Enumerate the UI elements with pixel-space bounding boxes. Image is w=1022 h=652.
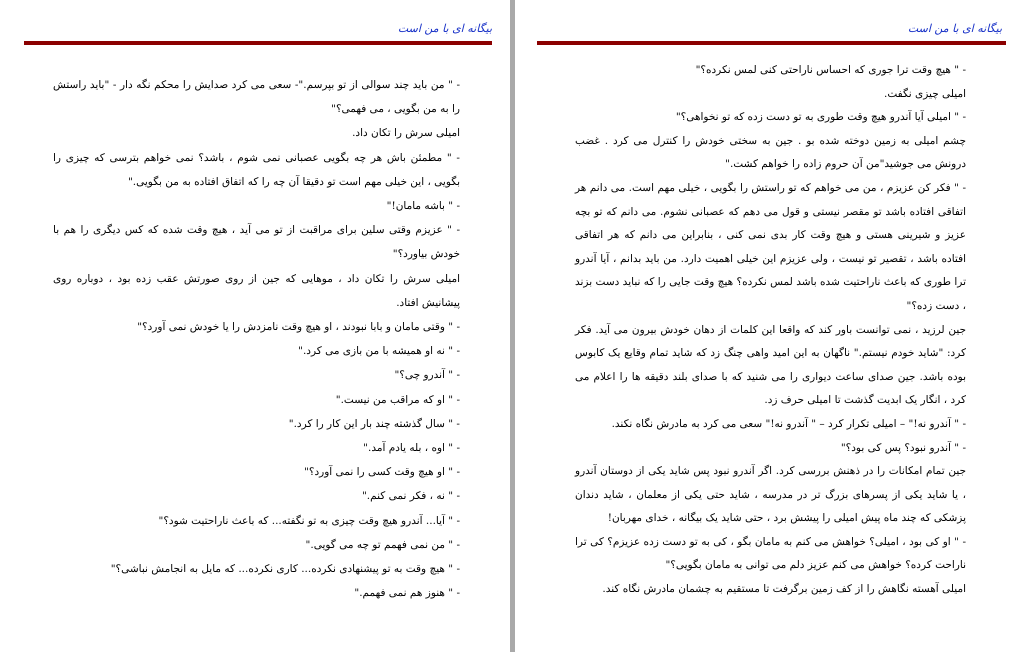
paragraph: - " آندرو نبود؟ پس کی بود؟" [840, 441, 966, 454]
paragraph: - " هنوز هم نمی فهمم." [354, 587, 460, 600]
left-page [0, 0, 510, 652]
paragraph: - " آندرو چی؟" [394, 369, 460, 382]
paragraph: - " او کی بود ، امیلی؟ خواهش می کنم به مامان بگو ، کی به تو دست زده عزیزم؟ کی ترا ناراحت کرده؟ خواهش می کنم عزیز دلم می توانی به مامان بگویی؟" [575, 535, 966, 572]
header-rule [537, 41, 1006, 45]
paragraph: امیلی سرش را تکان داد. [352, 127, 460, 140]
header-rule [24, 41, 492, 45]
paragraph: - " نه او همیشه با من بازی می کرد." [298, 345, 460, 358]
paragraph: چشم امیلی به زمین دوخته شده بو . جین به سختی خودش را کنترل می کرد . غضب درونش می جوشید"من آن حروم زاده را خواهم کشت." [575, 134, 966, 171]
paragraph: - " آیا... آندرو هیچ وقت چیزی به تو نگفته... که باعث ناراحتیت شود؟" [158, 514, 460, 527]
paragraph: - " اوه ، بله یادم آمد." [363, 442, 460, 455]
paragraph: امیلی سرش را تکان داد ، موهایی که جین از روی صورتش عقب زده بود ، دوباره روی پیشانیش افتاد. [53, 272, 460, 309]
paragraph: - " او که مراقب من نیست." [335, 393, 460, 406]
paragraph: - " سال گذشته چند بار این کار را کرد." [288, 417, 460, 430]
paragraph: - " هیچ وقت ترا جوری که احساس ناراحتی کنی لمس نکرده؟" [695, 64, 966, 76]
paragraph: - " نه ، فکر نمی کنم." [361, 490, 460, 503]
paragraph: جین لرزید ، نمی توانست باور کند که واقعا این کلمات از دهان خودش بیرون می آید. فکر کرد: "شاید خودم نیستم." ناگهان به این امید واهی چنگ زد که شاید تمام وقایع یک کابوس بوده باشد. جین صدای ساعت دیواری را می شنید که با صدای بلند دقیقه ها را اعلام می کرد ، انگار یک ابدیت گذشت تا امیلی حرف زد. [575, 323, 966, 407]
paragraph: - " مطمئن باش هر چه بگویی عصبانی نمی شوم ، باشد؟ نمی خواهم بترسی که چیزی را بگویی ، این خیلی مهم است تو دقیقا آن چه را که اتفاق افتاده به من بگویی." [53, 151, 460, 188]
paragraph: - " عزیزم وقتی سلین برای مراقبت از تو می آید ، هیچ وقت شده که کس دیگری را هم با خودش بیاورد؟" [53, 224, 460, 261]
paragraph: امیلی آهسته نگاهش را از کف زمین برگرفت تا مستقیم به چشمان مادرش نگاه کند. [602, 583, 966, 596]
paragraph: - " وقتی مامان و بابا نبودند ، او هیچ وقت نامزدش را یا خودش نمی آورد؟" [137, 321, 460, 334]
paragraph: - " من باید چند سوالی از تو بپرسم."- سعی می کرد صدایش را محکم نگه دار - "باید راستش را به من بگویی ، می فهمی؟" [53, 79, 460, 116]
page-body [575, 59, 966, 602]
paragraph: - " فکر کن عزیزم ، من می خواهم که تو راستش را بگویی ، خیلی مهم است. می دانم هر اتفاقی افتاده باشد تو مقصر نیستی و قول می دهم که عصبانی نشوم. می دانم که تو بچه عزیز و شیرینی هستی و هیچ وقت کار بدی نمی کنی ، بنابراین می دانم که هر اتفاقی افتاده باشد ، تقصیر تو نیست ، ولی عزیزم این خیلی اهمیت دارد. من باید بدانم ، آیا آندرو ترا طوری که باعث ناراحتیت شده باشد لمس نکرده؟ هیچ وقت جایی را که نباید دست بزند ، دست زده؟" [575, 181, 967, 312]
paragraph: - " امیلی آیا آندرو هیچ وقت طوری به تو دست زده که تو نخواهی؟" [675, 111, 966, 124]
paragraph: - " هیچ وقت به تو پیشنهادی نکرده... کاری نکرده... که مایل به انجامش نباشی؟" [110, 563, 460, 576]
paragraph: - " من نمی فهمم تو چه می گویی." [305, 538, 460, 551]
paragraph: - " آندرو نه!" – امیلی تکرار کرد – " آندرو نه!" سعی می کرد به مادرش نگاه نکند. [611, 417, 966, 430]
page-header: بیگانه ای با من است [907, 22, 1002, 35]
page-body [53, 73, 460, 605]
paragraph: جین تمام امکانات را در ذهنش بررسی کرد. اگر آندرو نبود پس شاید یکی از دوستان آندرو ، یا شاید یکی از پسرهای بزرگ تر در مدرسه ، شاید حتی یکی از معلمان ، شاید دندان پزشکی که چند ماه پیش امیلی را پیشش برد ، حتی شاید یک بیگانه ، خدای مهربان! [575, 465, 966, 525]
page-header: بیگانه ای با من است [397, 22, 492, 35]
paragraph: - " او هیچ وقت کسی را نمی آورد؟" [304, 466, 460, 479]
paragraph: - " باشه مامان!" [386, 200, 460, 213]
paragraph: امیلی چیزی نگفت. [884, 87, 966, 100]
right-page [515, 0, 1022, 652]
